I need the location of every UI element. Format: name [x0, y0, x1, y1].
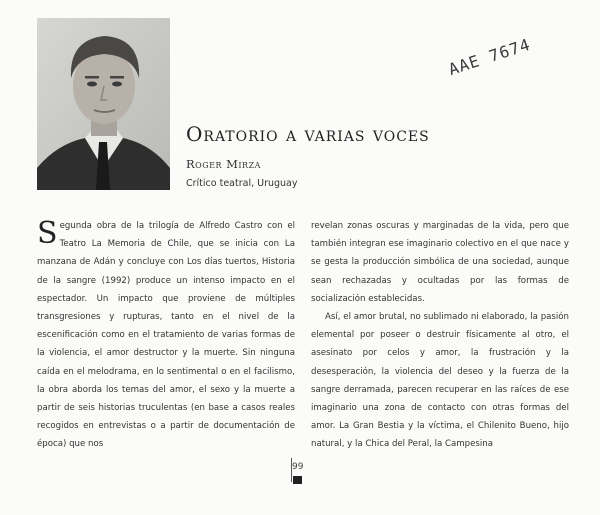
right-column	[311, 217, 569, 454]
left-paragraph-text: egunda obra de la trilogía de Alfredo Castro con el Teatro La Memoria de Chile, que se inicia con La manzana de Adán y concluye con Los días tuertos, Historia de la sangre (1992) produce un intenso impacto en el espectador. Un impacto que proviene de múltiples transgresiones y rupturas, tanto en el nivel de la escenificación como en el tratamiento de varias formas de la violencia, el amor destructor y la muerte. Sin ninguna caída en el melodrama, en lo sentimental o en el facilismo, la obra aborda los temas del amor, el sexo y la muerte a partir de seis historias truculentas (en base a casos reales recogidos en entrevistas o a partir de documentación de época) que nos	[37, 221, 295, 450]
right-paragraph-2: Así, el amor brutal, no sublimado ni elaborado, la pasión elemental por poseer o destruir físicamente al otro, el asesinato por celos y amor, la frustración y la desesperación, la violencia del deseo y la fuerza de la sangre derramada, parecen recuperar en las raíces de ese imaginario una zona de contacto con otras formas del amor. La Gran Bestia y la víctima, el Chilenito Bueno, hijo natural, y la Chica del Peral, la Campesina	[311, 312, 569, 450]
author-role: Crítico teatral, Uruguay	[186, 178, 298, 189]
folio-mark	[293, 476, 302, 484]
author-photo	[37, 18, 170, 190]
page-number: 99	[292, 462, 304, 472]
author-name: Roger Mirza	[186, 157, 261, 171]
article-title: Oratorio a varias voces	[186, 122, 430, 146]
handwritten-annotation: AAE 7674	[446, 34, 533, 79]
left-column	[37, 217, 295, 454]
left-paragraph	[37, 217, 295, 454]
portrait-image	[37, 18, 170, 190]
drop-cap: S	[37, 216, 58, 251]
right-paragraph-1: revelan zonas oscuras y marginadas de la vida, pero que también integran ese imaginario colectivo en el que nace y se gesta la producción simbólica de una sociedad, aunque sean rechazadas y ocultadas por las formas de socialización establecidas.	[311, 221, 569, 304]
